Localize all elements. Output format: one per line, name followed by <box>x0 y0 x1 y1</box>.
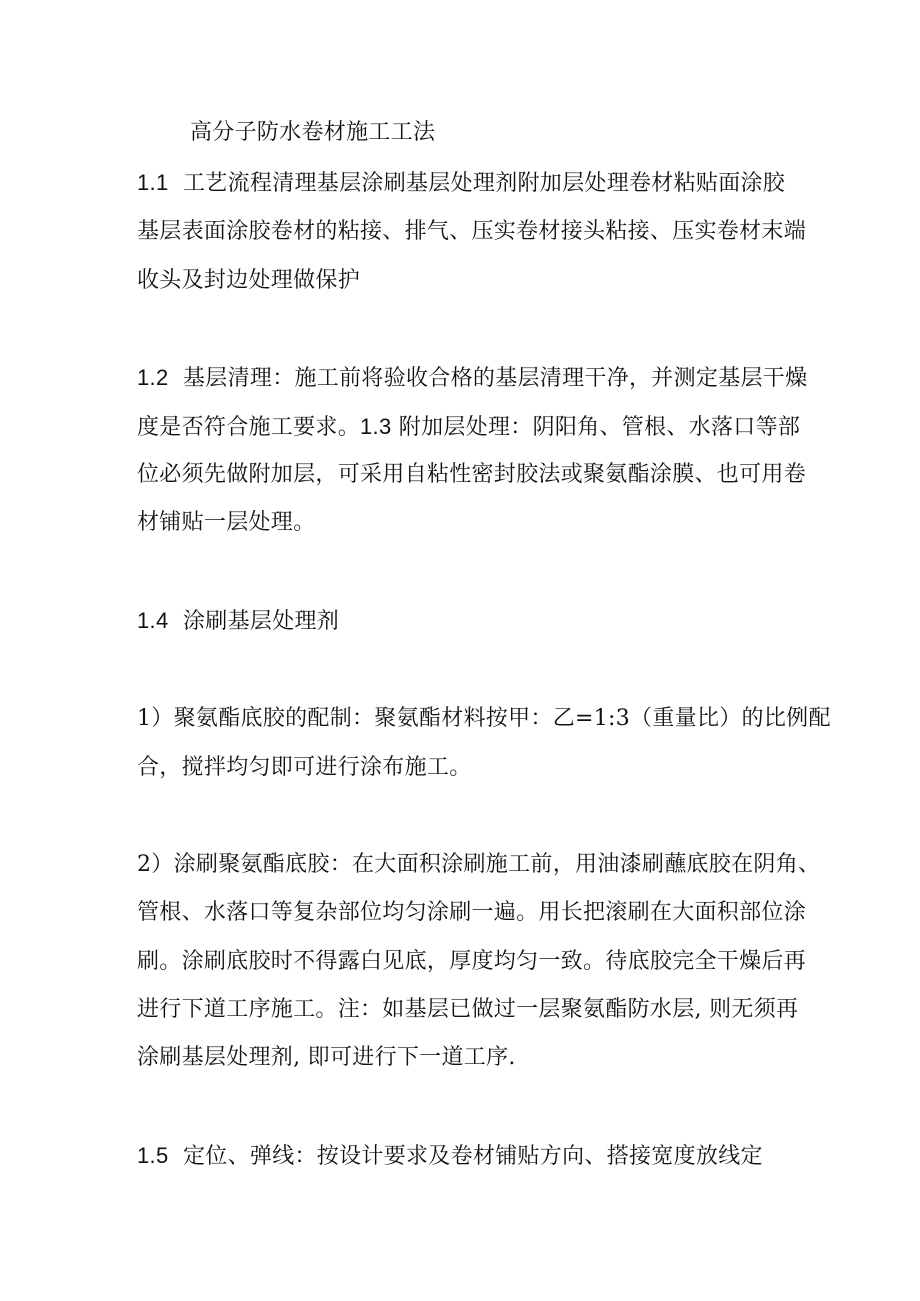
section-1-5-line-1 <box>137 1141 763 1172</box>
section-text: 涂刷基层处理剂 <box>183 609 340 634</box>
section-number: 1.3 <box>360 414 392 439</box>
section-1-1-line-2: 基层表面涂胶卷材的粘接、排气、压实卷材接头粘接、压实卷材末端 <box>137 219 807 244</box>
paragraph-2-line-5: 涂刷基层处理剂, 即可进行下一道工序. <box>137 1045 516 1070</box>
section-1-1-line-1 <box>137 168 785 199</box>
section-1-2-line-2 <box>137 412 800 443</box>
section-number: 1.4 <box>137 608 169 633</box>
document-title: 高分子防水卷材施工工法 <box>190 120 436 145</box>
paragraph-1-line-2: 合，搅拌均匀即可进行涂布施工。 <box>137 755 472 780</box>
paragraph-2-line-1: 2）涂刷聚氨酯底胶：在大面积涂刷施工前，用油漆刷蘸底胶在阴角、 <box>137 852 821 877</box>
section-number: 1.2 <box>137 365 169 390</box>
section-1-2-line-1 <box>137 363 807 394</box>
section-1-2-line-3: 位必须先做附加层，可采用自粘性密封胶法或聚氨酯涂膜、也可用卷 <box>137 462 807 487</box>
section-text: 度是否符合施工要求。 <box>137 415 361 440</box>
paragraph-2-line-2: 管根、水落口等复杂部位均匀涂刷一遍。用长把滚刷在大面积部位涂 <box>137 900 807 925</box>
section-number: 1.5 <box>137 1143 169 1168</box>
section-1-4-heading <box>137 606 339 637</box>
section-text: 附加层处理：阴阳角、管根、水落口等部 <box>391 415 801 440</box>
section-text: 基层清理：施工前将验收合格的基层清理干净，并测定基层干燥 <box>183 366 808 391</box>
paragraph-1-line-1: 1）聚氨酯底胶的配制：聚氨酯材料按甲：乙=1:3（重量比）的比例配 <box>137 706 831 731</box>
section-number: 1.1 <box>137 170 169 195</box>
section-text: 工艺流程清理基层涂刷基层处理剂附加层处理卷材粘贴面涂胶 <box>183 171 786 196</box>
paragraph-2-line-3: 刷。涂刷底胶时不得露白见底，厚度均匀一致。待底胶完全干燥后再 <box>137 949 807 974</box>
section-text: 定位、弹线：按设计要求及卷材铺贴方向、搭接宽度放线定 <box>183 1144 763 1169</box>
section-1-2-line-4: 材铺贴一层处理。 <box>137 510 316 535</box>
section-1-1-line-3: 收头及封边处理做保护 <box>137 268 361 293</box>
paragraph-2-line-4: 进行下道工序施工。注：如基层已做过一层聚氨酯防水层, 则无须再 <box>137 997 799 1022</box>
